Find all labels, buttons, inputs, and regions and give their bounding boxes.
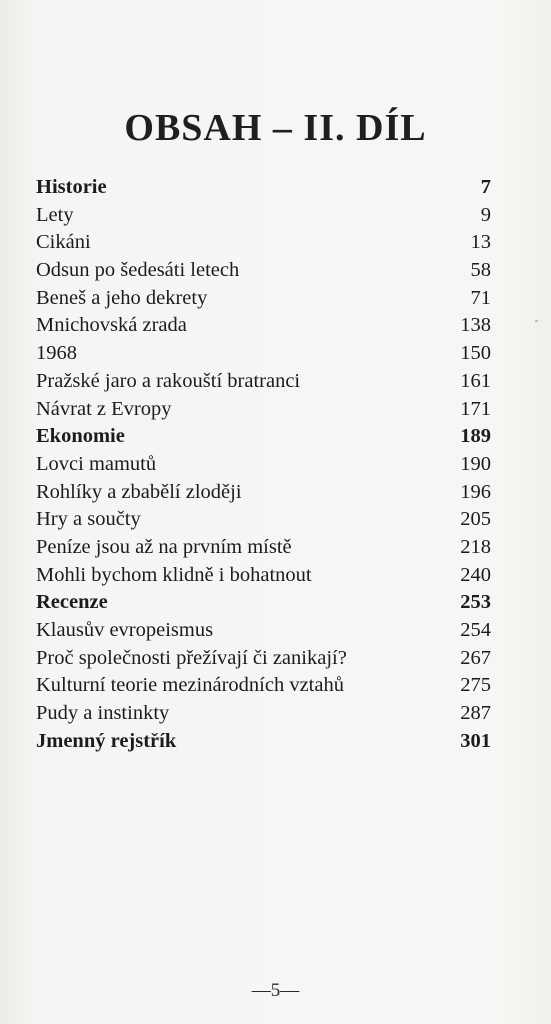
toc-page-number: 253 (460, 591, 491, 614)
toc-page-number: 267 (460, 646, 491, 669)
toc-entry-label: Proč společnosti přežívají či zanikají? (36, 646, 347, 669)
toc-page-number: 287 (460, 702, 491, 725)
toc-entry-label: Kulturní teorie mezinárodních vztahů (36, 674, 344, 697)
toc-page-number: 161 (460, 369, 491, 392)
page-number: —5— (251, 980, 300, 1001)
toc-section-label: Jmenný rejstřík (36, 729, 177, 752)
toc-entry-label: Odsun po šedesáti letech (36, 259, 240, 282)
toc-entry-label: Hry a součty (36, 508, 141, 531)
toc-page-number: 190 (460, 452, 491, 475)
toc-entry-label: Pražské jaro a rakouští bratranci (36, 369, 301, 392)
toc-section-label: Recenze (36, 591, 108, 614)
toc-entry-label: 1968 (36, 342, 77, 365)
toc-entry-label: Beneš a jeho dekrety (36, 286, 208, 309)
toc-page-number: 301 (460, 729, 491, 752)
toc-entry-label: Lety (36, 203, 74, 226)
toc-entry-row (36, 340, 491, 368)
toc-page-number: 254 (460, 619, 491, 641)
toc-entry-row (36, 562, 491, 590)
toc-entry-label: Pudy a instinkty (36, 702, 170, 725)
toc-section-label: Historie (36, 176, 107, 198)
toc-entry-row (36, 451, 491, 479)
paper-speck (535, 320, 538, 322)
toc-page-number: 58 (470, 259, 491, 282)
table-of-contents (36, 174, 491, 755)
toc-entry-label: Lovci mamutů (36, 452, 157, 475)
toc-entry-label: Klausův evropeismus (36, 619, 214, 641)
toc-section-row (36, 174, 491, 202)
toc-entry-label: Návrat z Evropy (36, 397, 172, 420)
toc-page-number: 9 (480, 203, 491, 226)
toc-entry-row (36, 396, 491, 424)
toc-entry-label: Cikáni (36, 231, 91, 254)
toc-section-row (36, 589, 491, 617)
toc-entry-row (36, 506, 491, 534)
toc-page-number: 189 (460, 425, 491, 448)
toc-entry-label: Peníze jsou až na prvním místě (36, 535, 292, 558)
toc-page-number: 205 (460, 508, 491, 531)
toc-entry-label: Mnichovská zrada (36, 314, 187, 337)
toc-section-label: Ekonomie (36, 425, 125, 448)
toc-entry-row (36, 672, 491, 700)
toc-entry-row (36, 617, 491, 645)
toc-page-number: 7 (480, 176, 491, 198)
toc-entry-row (36, 534, 491, 562)
toc-entry-label: Rohlíky a zbabělí zloději (36, 480, 242, 503)
toc-entry-row (36, 312, 491, 340)
toc-page-number: 150 (460, 342, 491, 365)
toc-page-number: 171 (460, 397, 491, 420)
toc-page-number: 275 (460, 674, 491, 697)
toc-section-row (36, 423, 491, 451)
toc-entry-label: Mohli bychom klidně i bohatnout (36, 563, 312, 586)
toc-page-number: 196 (460, 480, 491, 503)
toc-entry-row (36, 202, 491, 230)
toc-section-row (36, 728, 491, 756)
toc-entry-row (36, 368, 491, 396)
toc-entry-row (36, 229, 491, 257)
toc-entry-row (36, 645, 491, 673)
toc-entry-row (36, 700, 491, 728)
toc-page-number: 13 (470, 231, 491, 254)
toc-entry-row (36, 479, 491, 507)
toc-page-number: 218 (460, 535, 491, 558)
toc-entry-row (36, 257, 491, 285)
toc-entry-row (36, 285, 491, 313)
page-title: OBSAH – II. DÍL (124, 107, 427, 149)
toc-page-number: 240 (460, 563, 491, 586)
toc-page-number: 71 (470, 286, 491, 309)
toc-page-number: 138 (460, 314, 491, 337)
